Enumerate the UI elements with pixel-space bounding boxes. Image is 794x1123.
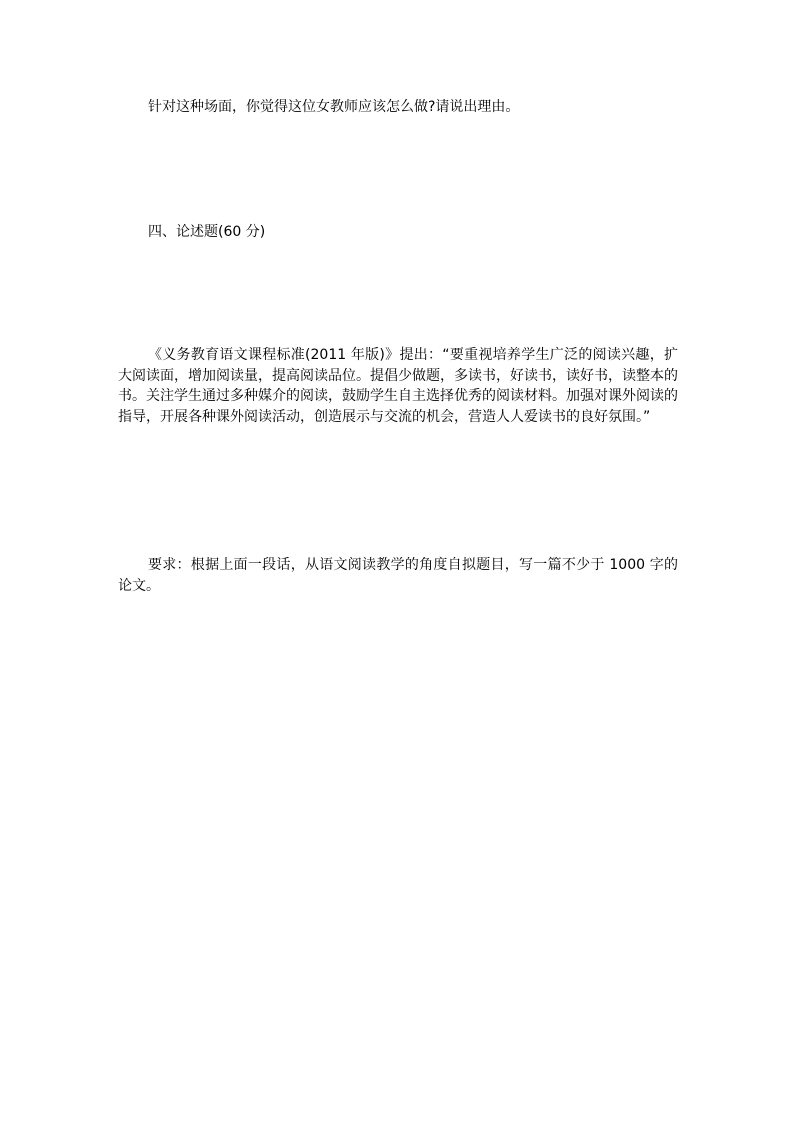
- curriculum-standard-quote-paragraph: 《义务教育语文课程标准(2011 年版)》提出：“要重视培养学生广泛的阅读兴趣，扩大阅读面，增加阅读量，提高阅读品位。提倡少做题，多读书，好读书，读好书，读整本的书。关注学生通过多种媒介的阅读，鼓励学生自主选择优秀的阅读材料。加强对课外阅读的指导，开展各种课外阅读活动，创造展示与交流的机会，营造人人爱读书的良好氛围。”: [118, 347, 678, 425]
- essay-requirement-paragraph: 要求：根据上面一段话，从语文阅读教学的角度自拟题目，写一篇不少于 1000 字的论文。: [118, 557, 678, 594]
- section-heading-essay: 四、论述题(60 分): [148, 224, 266, 240]
- question-prompt-paragraph: 针对这种场面，你觉得这位女教师应该怎么做?请说出理由。: [148, 99, 520, 115]
